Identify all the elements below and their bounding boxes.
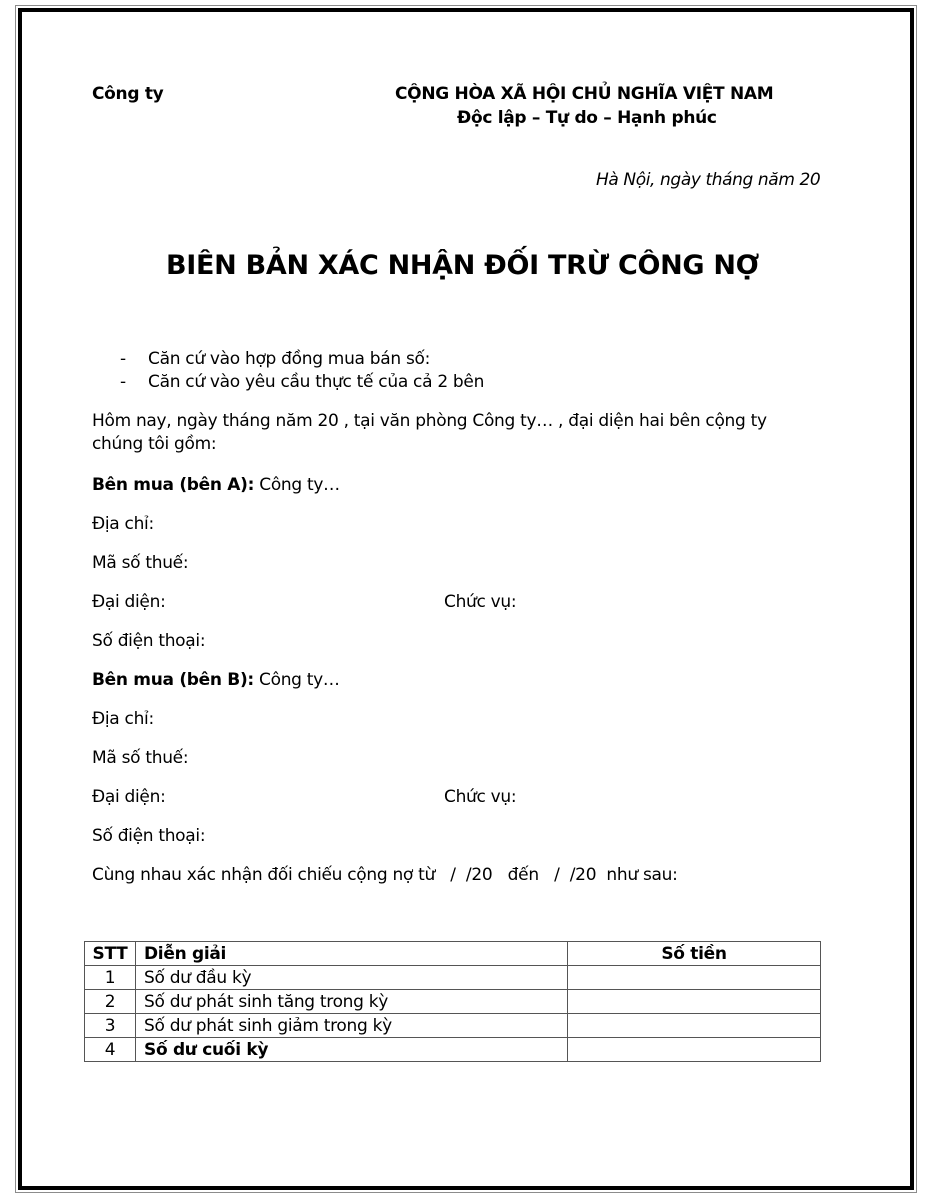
table-row	[85, 1038, 821, 1062]
row-description: Số dư cuối kỳ	[136, 1038, 568, 1062]
table-header-row	[85, 942, 821, 966]
party-b-heading	[92, 670, 340, 690]
bullet-dash: -	[120, 349, 126, 369]
party-a-phone-label: Số điện thoại:	[92, 631, 206, 651]
party-a-company: Công ty…	[254, 475, 340, 495]
bullet-item	[0, 372, 925, 396]
row-stt: 2	[85, 990, 136, 1014]
party-b-company: Công ty…	[253, 670, 340, 690]
national-title: CỘNG HÒA XÃ HỘI CHỦ NGHĨA VIỆT NAM	[395, 84, 774, 104]
place-date-line: Hà Nội, ngày tháng năm 20	[596, 170, 821, 190]
row-description: Số dư đầu kỳ	[136, 966, 568, 990]
party-b-phone-label: Số điện thoại:	[92, 826, 206, 846]
party-a-tax-code-label: Mã số thuế:	[92, 553, 189, 573]
confirmation-line: Cùng nhau xác nhận đối chiếu cộng nợ từ / /20 đến / /20 như sau:	[92, 865, 678, 885]
party-b-tax-code-label: Mã số thuế:	[92, 748, 189, 768]
party-a-address-label: Địa chỉ:	[92, 514, 154, 534]
company-header: Công ty	[92, 84, 164, 104]
intro-line-1: Hôm nay, ngày tháng năm 20 , tại văn phòng Công ty… , đại diện hai bên cộng ty	[92, 411, 767, 431]
row-stt: 4	[85, 1038, 136, 1062]
party-a-heading	[92, 475, 340, 495]
intro-line-2: chúng tôi gồm:	[92, 434, 217, 454]
row-description: Số dư phát sinh tăng trong kỳ	[136, 990, 568, 1014]
party-a-position-label: Chức vụ:	[444, 592, 517, 612]
row-amount-cell[interactable]	[568, 966, 821, 990]
header-amount: Số tiền	[568, 942, 821, 966]
national-motto: Độc lập – Tự do – Hạnh phúc	[457, 108, 717, 128]
row-amount-cell[interactable]	[568, 1014, 821, 1038]
party-b-position-label: Chức vụ:	[444, 787, 517, 807]
table-row	[85, 1014, 821, 1038]
row-stt: 1	[85, 966, 136, 990]
party-b-representative-label: Đại diện:	[92, 787, 166, 807]
party-b-label: Bên mua (bên B):	[92, 670, 254, 690]
bullet-item	[0, 349, 925, 373]
party-a-label: Bên mua (bên A):	[92, 475, 255, 495]
party-a-representative-label: Đại diện:	[92, 592, 166, 612]
bullet-text: Căn cứ vào hợp đồng mua bán số:	[148, 349, 431, 369]
document-title: BIÊN BẢN XÁC NHẬN ĐỐI TRỪ CÔNG NỢ	[166, 250, 759, 281]
header-stt: STT	[85, 942, 136, 966]
debt-reconciliation-table	[84, 941, 821, 1062]
bullet-text: Căn cứ vào yêu cầu thực tế của cả 2 bên	[148, 372, 485, 392]
bullet-dash: -	[120, 372, 126, 392]
row-stt: 3	[85, 1014, 136, 1038]
row-amount-cell[interactable]	[568, 990, 821, 1014]
table-row	[85, 966, 821, 990]
table-row	[85, 990, 821, 1014]
party-b-address-label: Địa chỉ:	[92, 709, 154, 729]
row-description: Số dư phát sinh giảm trong kỳ	[136, 1014, 568, 1038]
header-description: Diễn giải	[136, 942, 568, 966]
row-amount-cell[interactable]	[568, 1038, 821, 1062]
